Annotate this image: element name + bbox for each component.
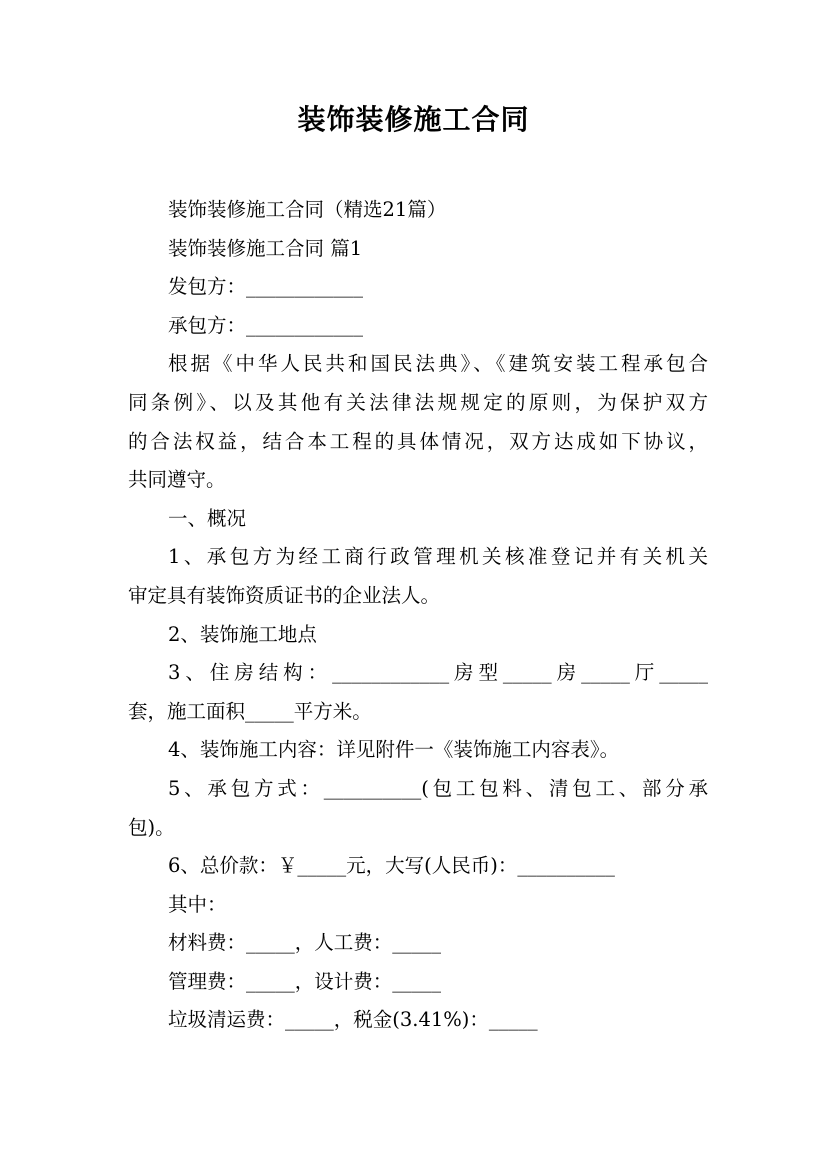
paragraph-line: 套，施工面积_____平方米。 — [128, 699, 372, 723]
paragraph-line: 6、总价款：￥_____元，大写(人民币)：__________ — [168, 854, 615, 878]
document-body — [128, 191, 708, 1040]
fee-line: 垃圾清运费：_____，税金(3.41%)：_____ — [168, 1008, 538, 1032]
fee-line: 管理费：_____，设计费：_____ — [168, 969, 442, 993]
section-heading: 装饰装修施工合同 篇1 — [168, 236, 363, 260]
subtitle-line: 装饰装修施工合同（精选21篇） — [168, 198, 447, 221]
paragraph-line: 的合法权益，结合本工程的具体情况，双方达成如下协议， — [128, 429, 708, 453]
paragraph-line: 审定具有装饰资质证书的企业法人。 — [128, 583, 441, 607]
paragraph-line: 4、装饰施工内容：详见附件一《装饰施工内容表》。 — [168, 738, 620, 762]
paragraph-line: 包)。 — [128, 815, 175, 839]
paragraph-line: 5、承包方式：__________(包工包料、清包工、部分承 — [168, 776, 708, 800]
paragraph-line: 其中： — [168, 892, 227, 916]
document-title: 装饰装修施工合同 — [297, 103, 530, 136]
party-b-line: 承包方：____________ — [168, 313, 364, 337]
section-heading-overview: 一、概况 — [168, 506, 247, 530]
fee-line: 材料费：_____，人工费：_____ — [168, 931, 442, 955]
paragraph-line: 根据《中华人民共和国民法典》、《建筑安装工程承包合 — [168, 352, 708, 376]
paragraph-line: 同条例》、以及其他有关法律法规规定的原则，为保护双方 — [128, 390, 708, 414]
paragraph-line: 2、装饰施工地点 — [168, 622, 317, 646]
party-a-line: 发包方：____________ — [168, 275, 364, 299]
paragraph-line: 3、住房结构：____________房型_____房_____厅_____ — [168, 661, 708, 685]
paragraph-line: 共同遵守。 — [128, 468, 226, 492]
paragraph-line: 1、承包方为经工商行政管理机关核准登记并有关机关 — [168, 545, 708, 569]
